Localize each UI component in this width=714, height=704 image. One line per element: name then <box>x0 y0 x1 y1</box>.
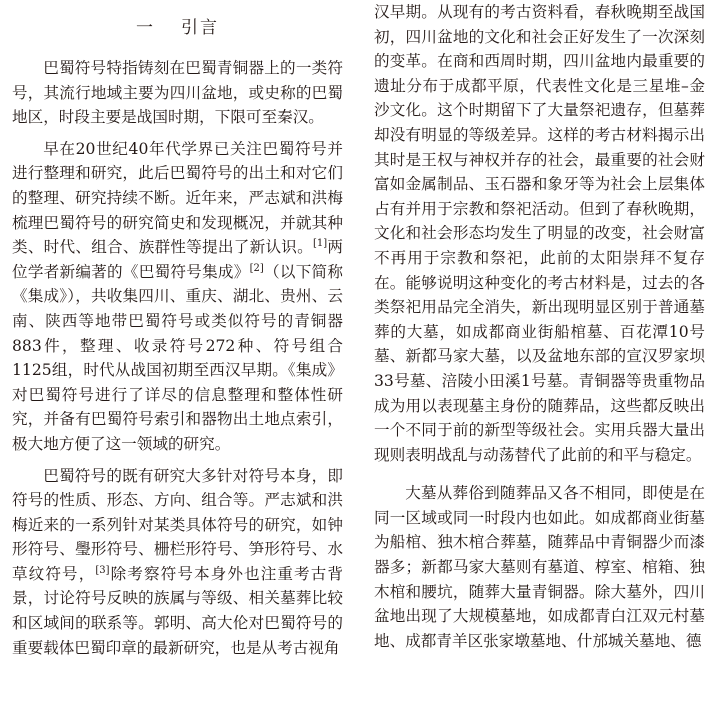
right-column <box>374 0 705 660</box>
section-number: 一 <box>136 18 155 38</box>
paragraph: 巴蜀符号特指铸刻在巴蜀青铜器上的一类符号，其流行地域主要为四川盆地，或史称的巴蜀地区，时段主要是战国时期，下限可至秦汉。 <box>12 59 343 127</box>
citation-ref: [1] <box>312 237 328 249</box>
paragraph <box>12 137 343 457</box>
text-run: 除考察符号本身外也注重考古背景，讨论符号反映的族属与等级、相关墓葬比较和区域间的联系等。郭明、高大伦对巴蜀符号的重要载体巴蜀印章的最新研究，也是从考古视角 <box>12 564 343 657</box>
paragraph: 汉早期。从现有的考古资料看，春秋晚期至战国初，四川盆地的文化和社会正好发生了一次深刻的变革。在商和西周时期，四川盆地内最重要的遗址分布于成都平原，代表性文化是三星堆–金沙文化。这个时期留下了大量祭祀遗存，但墓葬却没有明显的等级差异。这样的考古材料揭示出其时是王权与神权并存的社会，最重要的社会财富如金属制品、玉石器和象牙等为社会上层集体占有并用于宗教和祭祀活动。但到了春秋晚期，文化和社会形态均发生了明显的改变，社会财富不再用于宗教和祭祀，此前的太阳崇拜不复存在。能够说明这种变化的考古材料是，过去的各类祭祀用品完全消失，新出现明显区别于普通墓葬的大墓，如成都商业街船棺墓、百花潭10号墓、新都马家大墓，以及盆地东部的宣汉罗家坝33号墓、涪陵小田溪1号墓。青铜器等贵重物品成为用以表现墓主身份的随葬品，这些都反映出一个不同于前的新型等级社会。实用兵器大量出现则表明战乱与动荡替代了此前的和平与稳定。 <box>374 3 705 464</box>
paragraph <box>12 464 343 661</box>
citation-ref: [2] <box>249 262 264 274</box>
text-run: 巴蜀符号的既有研究大多针对符号本身，即符号的性质、形态、方向、组合等。严志斌和洪梅近来的一系列针对某类具体符号的研究，如钟形符号、璺形符号、栅栏形符号、笋形符号、水草纹符号， <box>12 466 343 583</box>
text-run: （以下简称《集成》），共收集四川、重庆、湖北、贵州、云南、陕西等地带巴蜀符号或类似符号的青铜器883件，整理、收录符号272种、符号组合1125组，时代从战国初期至西汉早期。《集成》对巴蜀符号进行了详尽的信息整理和整体性研究，并备有巴蜀符号索引和器物出土地点索引，极大地方便了这一领域的研究。 <box>12 262 343 453</box>
left-column <box>12 0 343 667</box>
text-run: 早在20世纪40年代学界已关注巴蜀符号并进行整理和研究，此后巴蜀符号的出土和对它们的整理、研究持续不断。近年来，严志斌和洪梅梳理巴蜀符号的研究简史和发现概况，并就其种类、时代、组合、族群性等提出了新认识。 <box>12 139 343 257</box>
section-heading <box>12 0 343 56</box>
text-run: 两位学者新编著的《巴蜀符号集成》 <box>12 238 343 281</box>
citation-ref: [3] <box>95 564 110 576</box>
section-title: 引言 <box>181 18 219 38</box>
paragraph: 大墓从葬俗到随葬品又各不相同，即使是在同一区域或同一时段内也如此。如成都商业街墓为船棺、独木棺合葬墓，随葬品中青铜器少而漆器多；新都马家大墓则有墓道、椁室、棺箱、独木棺和腰坑，随葬大量青铜器。除大墓外，四川盆地出现了大规模墓地，如成都青白江双元村墓地、成都青羊区张家墩墓地、什邡城关墓地、德 <box>374 484 705 650</box>
